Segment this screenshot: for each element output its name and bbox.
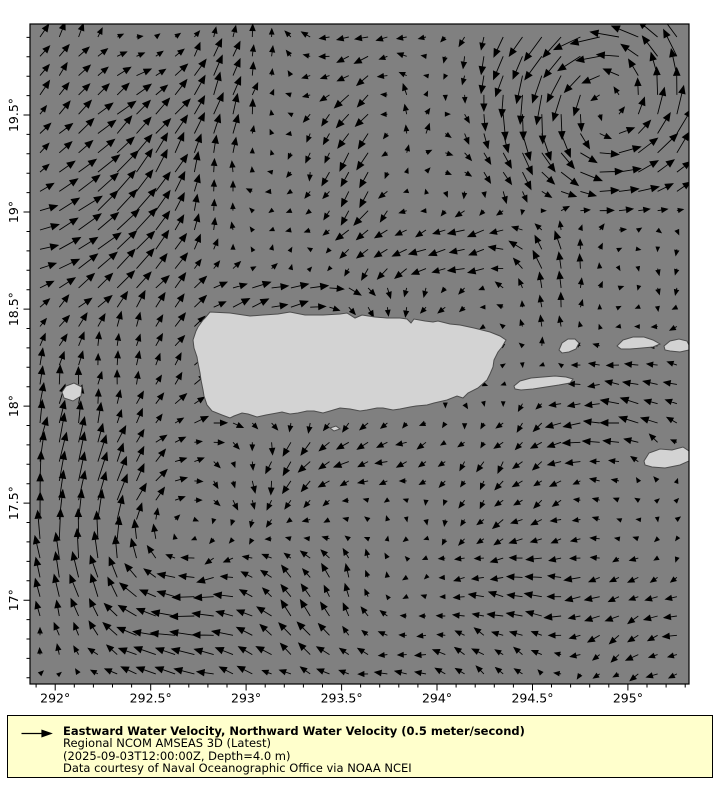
y-tick-label: 19.5° <box>6 97 21 133</box>
x-tick-label: 295° <box>612 690 643 706</box>
x-tick-label: 292° <box>40 690 71 706</box>
reference-arrow-icon <box>21 728 53 739</box>
x-tick-label: 292.5° <box>129 690 172 706</box>
y-tick-label: 18.5° <box>6 292 21 327</box>
x-tick-label: 293° <box>231 690 262 706</box>
x-tick-label: 294° <box>421 690 453 706</box>
legend-text <box>63 725 525 775</box>
legend-time-line: (2025-09-03T12:00:00Z, Depth=4.0 m) <box>63 748 291 763</box>
y-tick-label: 17.5° <box>6 486 21 521</box>
legend-title: Eastward Water Velocity, Northward Water Velocity (0.5 meter/second) <box>63 724 525 738</box>
y-tick-label: 18° <box>6 395 21 418</box>
x-tick-label: 294.5° <box>511 690 554 706</box>
legend-box <box>7 715 713 778</box>
y-tick-label: 17° <box>6 589 21 612</box>
legend-credit-line: Data courtesy of Naval Oceanographic Office via NOAA NCEI <box>63 761 412 776</box>
y-tick-label: 19° <box>6 200 21 224</box>
x-tick-label: 293.5° <box>320 690 363 706</box>
legend-source-line: Regional NCOM AMSEAS 3D (Latest) <box>63 736 272 751</box>
